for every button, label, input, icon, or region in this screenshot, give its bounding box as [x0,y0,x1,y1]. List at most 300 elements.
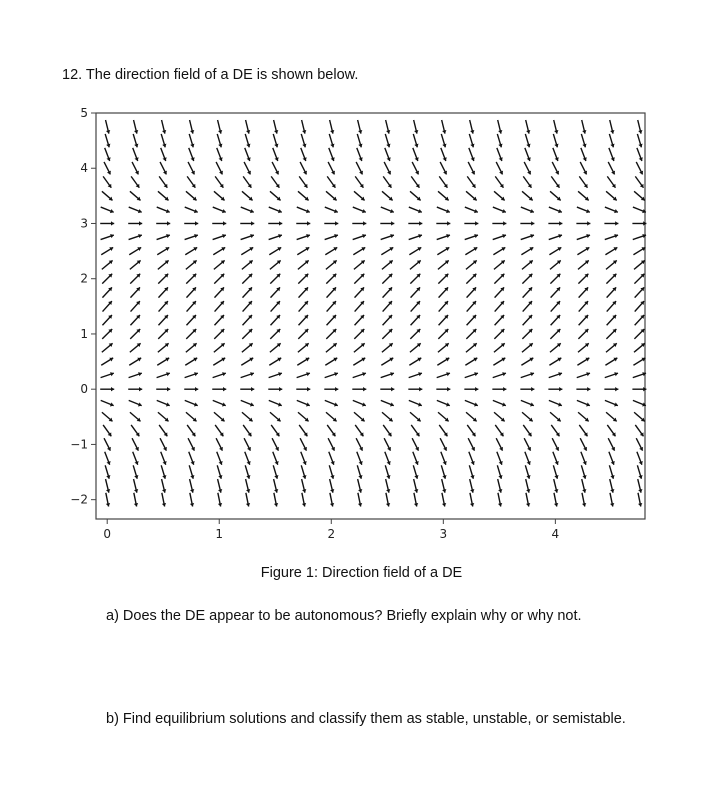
direction-arrow [353,234,366,240]
direction-arrow [355,287,365,297]
direction-arrow [242,329,252,339]
direction-arrow [301,148,307,161]
direction-arrow [158,260,169,269]
direction-arrow [242,287,252,297]
direction-arrow [102,412,113,421]
direction-arrow [467,287,477,297]
direction-arrow [437,207,450,213]
direction-arrow [101,247,113,255]
direction-arrow [523,315,533,325]
direction-arrow [241,358,253,366]
direction-arrow [184,387,198,391]
direction-arrow [213,247,225,255]
direction-arrow [133,465,138,478]
direction-arrow [383,301,392,311]
direction-arrow [411,425,419,436]
direction-arrow [553,134,558,147]
direction-arrow [633,207,646,213]
direction-arrow [468,162,475,174]
direction-arrow [606,412,617,421]
direction-arrow [493,247,505,255]
direction-arrow [329,452,335,465]
direction-arrow [470,493,474,507]
direction-arrow [385,452,391,465]
y-tick-label: 4 [80,161,88,176]
direction-arrow [465,372,478,378]
direction-arrow [354,191,365,200]
direction-arrow [410,343,421,352]
direction-arrow [301,452,307,465]
direction-arrow [523,287,533,297]
direction-arrow [158,412,169,421]
direction-arrow [158,274,168,284]
direction-arrow [382,412,393,421]
direction-arrow [271,315,281,325]
direction-arrow [133,134,138,147]
direction-arrow [130,191,141,200]
direction-arrow [130,412,141,421]
direction-arrow [469,148,475,161]
x-tick-label: 1 [215,527,224,541]
direction-arrow [104,438,111,450]
x-axis [103,519,559,541]
y-tick-label: 2 [80,271,88,286]
direction-arrow [498,493,502,507]
direction-arrow [106,120,111,134]
direction-arrow [271,287,281,297]
direction-arrow [493,234,506,240]
direction-arrow [553,465,558,478]
direction-arrow [579,287,589,297]
direction-arrow [605,207,618,213]
direction-arrow [550,329,560,339]
direction-arrow [466,274,476,284]
direction-arrow [633,372,646,378]
direction-arrow [606,329,616,339]
direction-arrow [218,120,223,134]
direction-arrow [521,234,534,240]
direction-arrow [410,260,421,269]
direction-arrow [353,400,366,406]
direction-arrow [579,315,589,325]
direction-arrow [185,207,198,213]
direction-arrow [381,400,394,406]
direction-arrow [273,148,279,161]
direction-arrow [358,120,363,134]
direction-arrow [526,120,531,134]
direction-arrow [242,260,253,269]
direction-arrow [325,400,338,406]
direction-arrow [469,465,474,478]
direction-arrow [552,438,559,450]
direction-arrow [607,315,617,325]
direction-arrow [324,221,338,225]
direction-arrow [273,452,279,465]
direction-arrow [358,493,362,507]
direction-arrow [242,274,252,284]
x-tick-label: 2 [327,527,336,541]
direction-arrow [436,221,450,225]
direction-arrow [354,412,365,421]
direction-arrow [441,465,446,478]
direction-arrow [637,465,642,478]
direction-arrow [638,493,642,507]
direction-arrow [442,120,447,134]
direction-arrow [353,247,365,255]
direction-arrow [297,247,309,255]
direction-arrow [465,400,478,406]
direction-arrow [327,301,336,311]
direction-arrow [245,134,250,147]
direction-arrow [605,358,617,366]
y-tick-label: 0 [80,382,88,397]
direction-arrow [301,134,306,147]
direction-arrow [131,301,140,311]
direction-arrow [358,479,363,493]
direction-arrow [105,134,110,147]
direction-arrow [442,493,446,507]
direction-arrow [326,329,336,339]
direction-arrow [493,400,506,406]
direction-arrow [526,493,530,507]
direction-arrow [380,387,394,391]
direction-arrow [134,479,139,493]
direction-arrow [217,465,222,478]
direction-arrow [246,479,251,493]
x-tick-label: 3 [439,527,448,541]
direction-arrow [158,191,169,200]
direction-arrow [411,287,421,297]
direction-arrow [494,412,505,421]
direction-arrow [382,191,393,200]
direction-arrow [386,493,390,507]
direction-arrow [131,176,139,187]
direction-arrow [245,148,251,161]
direction-arrow [413,452,419,465]
direction-arrow [550,343,561,352]
direction-arrow [214,343,225,352]
direction-arrow [212,221,226,225]
direction-arrow [129,358,141,366]
direction-arrow [130,260,141,269]
direction-arrow [554,493,558,507]
direction-arrow [128,387,142,391]
direction-arrow [215,425,223,436]
direction-arrow [495,287,505,297]
y-tick-label: −2 [70,492,88,507]
direction-arrow [382,260,393,269]
direction-arrow [325,372,338,378]
direction-arrow [466,329,476,339]
direction-arrow [214,412,225,421]
direction-arrow [296,387,310,391]
direction-arrow [411,176,419,187]
direction-arrow [608,162,615,174]
direction-arrow [411,301,420,311]
direction-arrow [437,400,450,406]
direction-arrow [105,452,111,465]
direction-arrow [410,329,420,339]
direction-arrow [525,452,531,465]
direction-arrow [327,425,335,436]
direction-arrow [437,358,449,366]
y-tick-label: 5 [80,106,88,120]
direction-arrow [161,134,166,147]
direction-arrow [524,438,531,450]
direction-arrow [576,387,590,391]
direction-arrow [130,343,141,352]
direction-arrow [326,343,337,352]
direction-arrow [297,207,310,213]
direction-arrow [215,301,224,311]
direction-arrow [579,301,588,311]
direction-arrow [523,301,532,311]
direction-arrow [496,162,503,174]
direction-arrow [439,315,449,325]
direction-arrow [413,134,418,147]
direction-arrow [526,479,531,493]
direction-arrow [521,400,534,406]
direction-arrow [302,493,306,507]
direction-arrow [635,315,645,325]
direction-arrow [104,162,111,174]
direction-arrow [550,260,561,269]
direction-arrow [579,425,587,436]
direction-arrow [521,207,534,213]
direction-arrow [606,191,617,200]
direction-arrow [577,358,589,366]
direction-arrow [216,162,223,174]
direction-arrow [632,221,646,225]
direction-arrow [157,207,170,213]
direction-arrow [525,148,531,161]
direction-arrow [245,465,250,478]
direction-arrow [494,274,504,284]
direction-arrows [100,120,646,507]
direction-arrow [297,358,309,366]
direction-arrow [470,479,475,493]
direction-arrow [326,191,337,200]
direction-arrow [469,452,475,465]
direction-arrow [128,221,142,225]
direction-arrow [299,287,309,297]
direction-arrow [103,301,112,311]
direction-arrow [269,372,282,378]
direction-arrow [522,191,533,200]
direction-arrow [550,274,560,284]
direction-arrow [242,315,252,325]
direction-arrow [610,479,615,493]
direction-arrow [215,176,223,187]
direction-arrow [302,120,307,134]
direction-arrow [548,221,562,225]
direction-arrow [553,452,559,465]
direction-arrow [213,234,226,240]
direction-arrow [188,438,195,450]
direction-arrow [325,207,338,213]
direction-arrow [160,438,167,450]
direction-arrow [157,247,169,255]
direction-arrow [466,260,477,269]
direction-arrow [103,425,111,436]
direction-arrow [185,400,198,406]
y-axis [70,106,96,507]
direction-arrow [244,162,251,174]
direction-arrow [408,221,422,225]
direction-arrow [244,438,251,450]
direction-arrow [298,329,308,339]
direction-arrow [522,274,532,284]
direction-arrow [384,438,391,450]
direction-arrow [549,247,561,255]
direction-arrow [189,452,195,465]
direction-arrow [581,452,587,465]
direction-arrow [273,134,278,147]
direction-arrow [525,465,530,478]
direction-arrow [270,191,281,200]
direction-arrow [605,400,618,406]
direction-arrow [100,221,114,225]
direction-arrow [414,479,419,493]
direction-arrow [521,358,533,366]
direction-arrow [384,162,391,174]
x-tick-label: 4 [551,527,560,541]
direction-arrow [106,479,111,493]
direction-arrow [578,343,589,352]
direction-arrow [157,358,169,366]
direction-arrow [299,315,309,325]
direction-arrow [298,274,308,284]
direction-arrow [297,234,310,240]
direction-arrow [414,120,419,134]
direction-arrow [356,162,363,174]
direction-arrow [214,287,224,297]
direction-arrow [550,412,561,421]
direction-arrow [554,479,559,493]
direction-arrow [381,207,394,213]
direction-arrow [634,412,645,421]
direction-arrow [132,438,139,450]
direction-arrow [520,387,534,391]
direction-arrow [354,260,365,269]
direction-arrow [409,400,422,406]
direction-arrow [241,234,254,240]
direction-arrow [498,120,503,134]
direction-arrow [357,148,363,161]
direction-arrow [326,274,336,284]
direction-arrow [467,176,475,187]
direction-arrow [549,234,562,240]
direction-arrow [411,315,421,325]
direction-arrow [129,372,142,378]
direction-arrow [633,247,645,255]
direction-arrow [551,176,559,187]
direction-arrow [494,260,505,269]
direction-arrow [270,412,281,421]
direction-arrow [241,400,254,406]
direction-arrow [604,221,618,225]
direction-arrow [635,176,643,187]
direction-arrow [494,191,505,200]
direction-arrow [497,452,503,465]
direction-arrow [578,329,588,339]
direction-arrow [607,425,615,436]
direction-arrow [497,148,503,161]
direction-arrow [325,358,337,366]
direction-arrow [190,120,195,134]
direction-arrow [439,176,447,187]
direction-arrow [327,315,337,325]
direction-arrow [157,372,170,378]
direction-arrow [383,425,391,436]
plot-frame [96,113,645,519]
direction-arrow [161,148,167,161]
direction-arrow [189,134,194,147]
direction-arrow [271,301,280,311]
direction-arrow [412,438,419,450]
direction-arrow [185,358,197,366]
direction-arrow [353,358,365,366]
direction-arrow [102,191,113,200]
direction-arrow [329,465,334,478]
direction-arrow [102,343,113,352]
direction-arrow [438,274,448,284]
direction-arrow [552,162,559,174]
direction-arrow [162,493,166,507]
direction-arrow [521,372,534,378]
direction-arrow [493,207,506,213]
direction-arrow [354,274,364,284]
direction-arrow [134,493,138,507]
direction-arrow [578,191,589,200]
direction-arrow [441,452,447,465]
direction-arrow [330,120,335,134]
direction-arrow [101,358,113,366]
direction-arrow [213,372,226,378]
direction-arrow [329,134,334,147]
direction-arrow [186,260,197,269]
direction-arrow [385,148,391,161]
direction-arrow [189,148,195,161]
direction-arrow [299,425,307,436]
direction-arrow [243,176,251,187]
direction-arrow [381,234,394,240]
direction-arrow [272,162,279,174]
direction-arrow [189,465,194,478]
direction-arrow [241,207,254,213]
direction-arrow [216,438,223,450]
direction-arrow [103,176,111,187]
direction-arrow [325,234,338,240]
direction-arrow [498,479,503,493]
direction-arrow [242,191,253,200]
direction-arrow [636,162,643,174]
direction-arrow [609,465,614,478]
direction-arrow [636,438,643,450]
direction-arrow [467,301,476,311]
direction-arrow [162,120,167,134]
direction-arrow [132,162,139,174]
direction-arrow [352,387,366,391]
direction-arrow [300,438,307,450]
direction-arrow [213,358,225,366]
direction-arrow [213,207,226,213]
direction-arrow [440,162,447,174]
direction-arrow [129,234,142,240]
direction-arrow [214,274,224,284]
direction-arrow [357,134,362,147]
direction-arrow [268,387,282,391]
